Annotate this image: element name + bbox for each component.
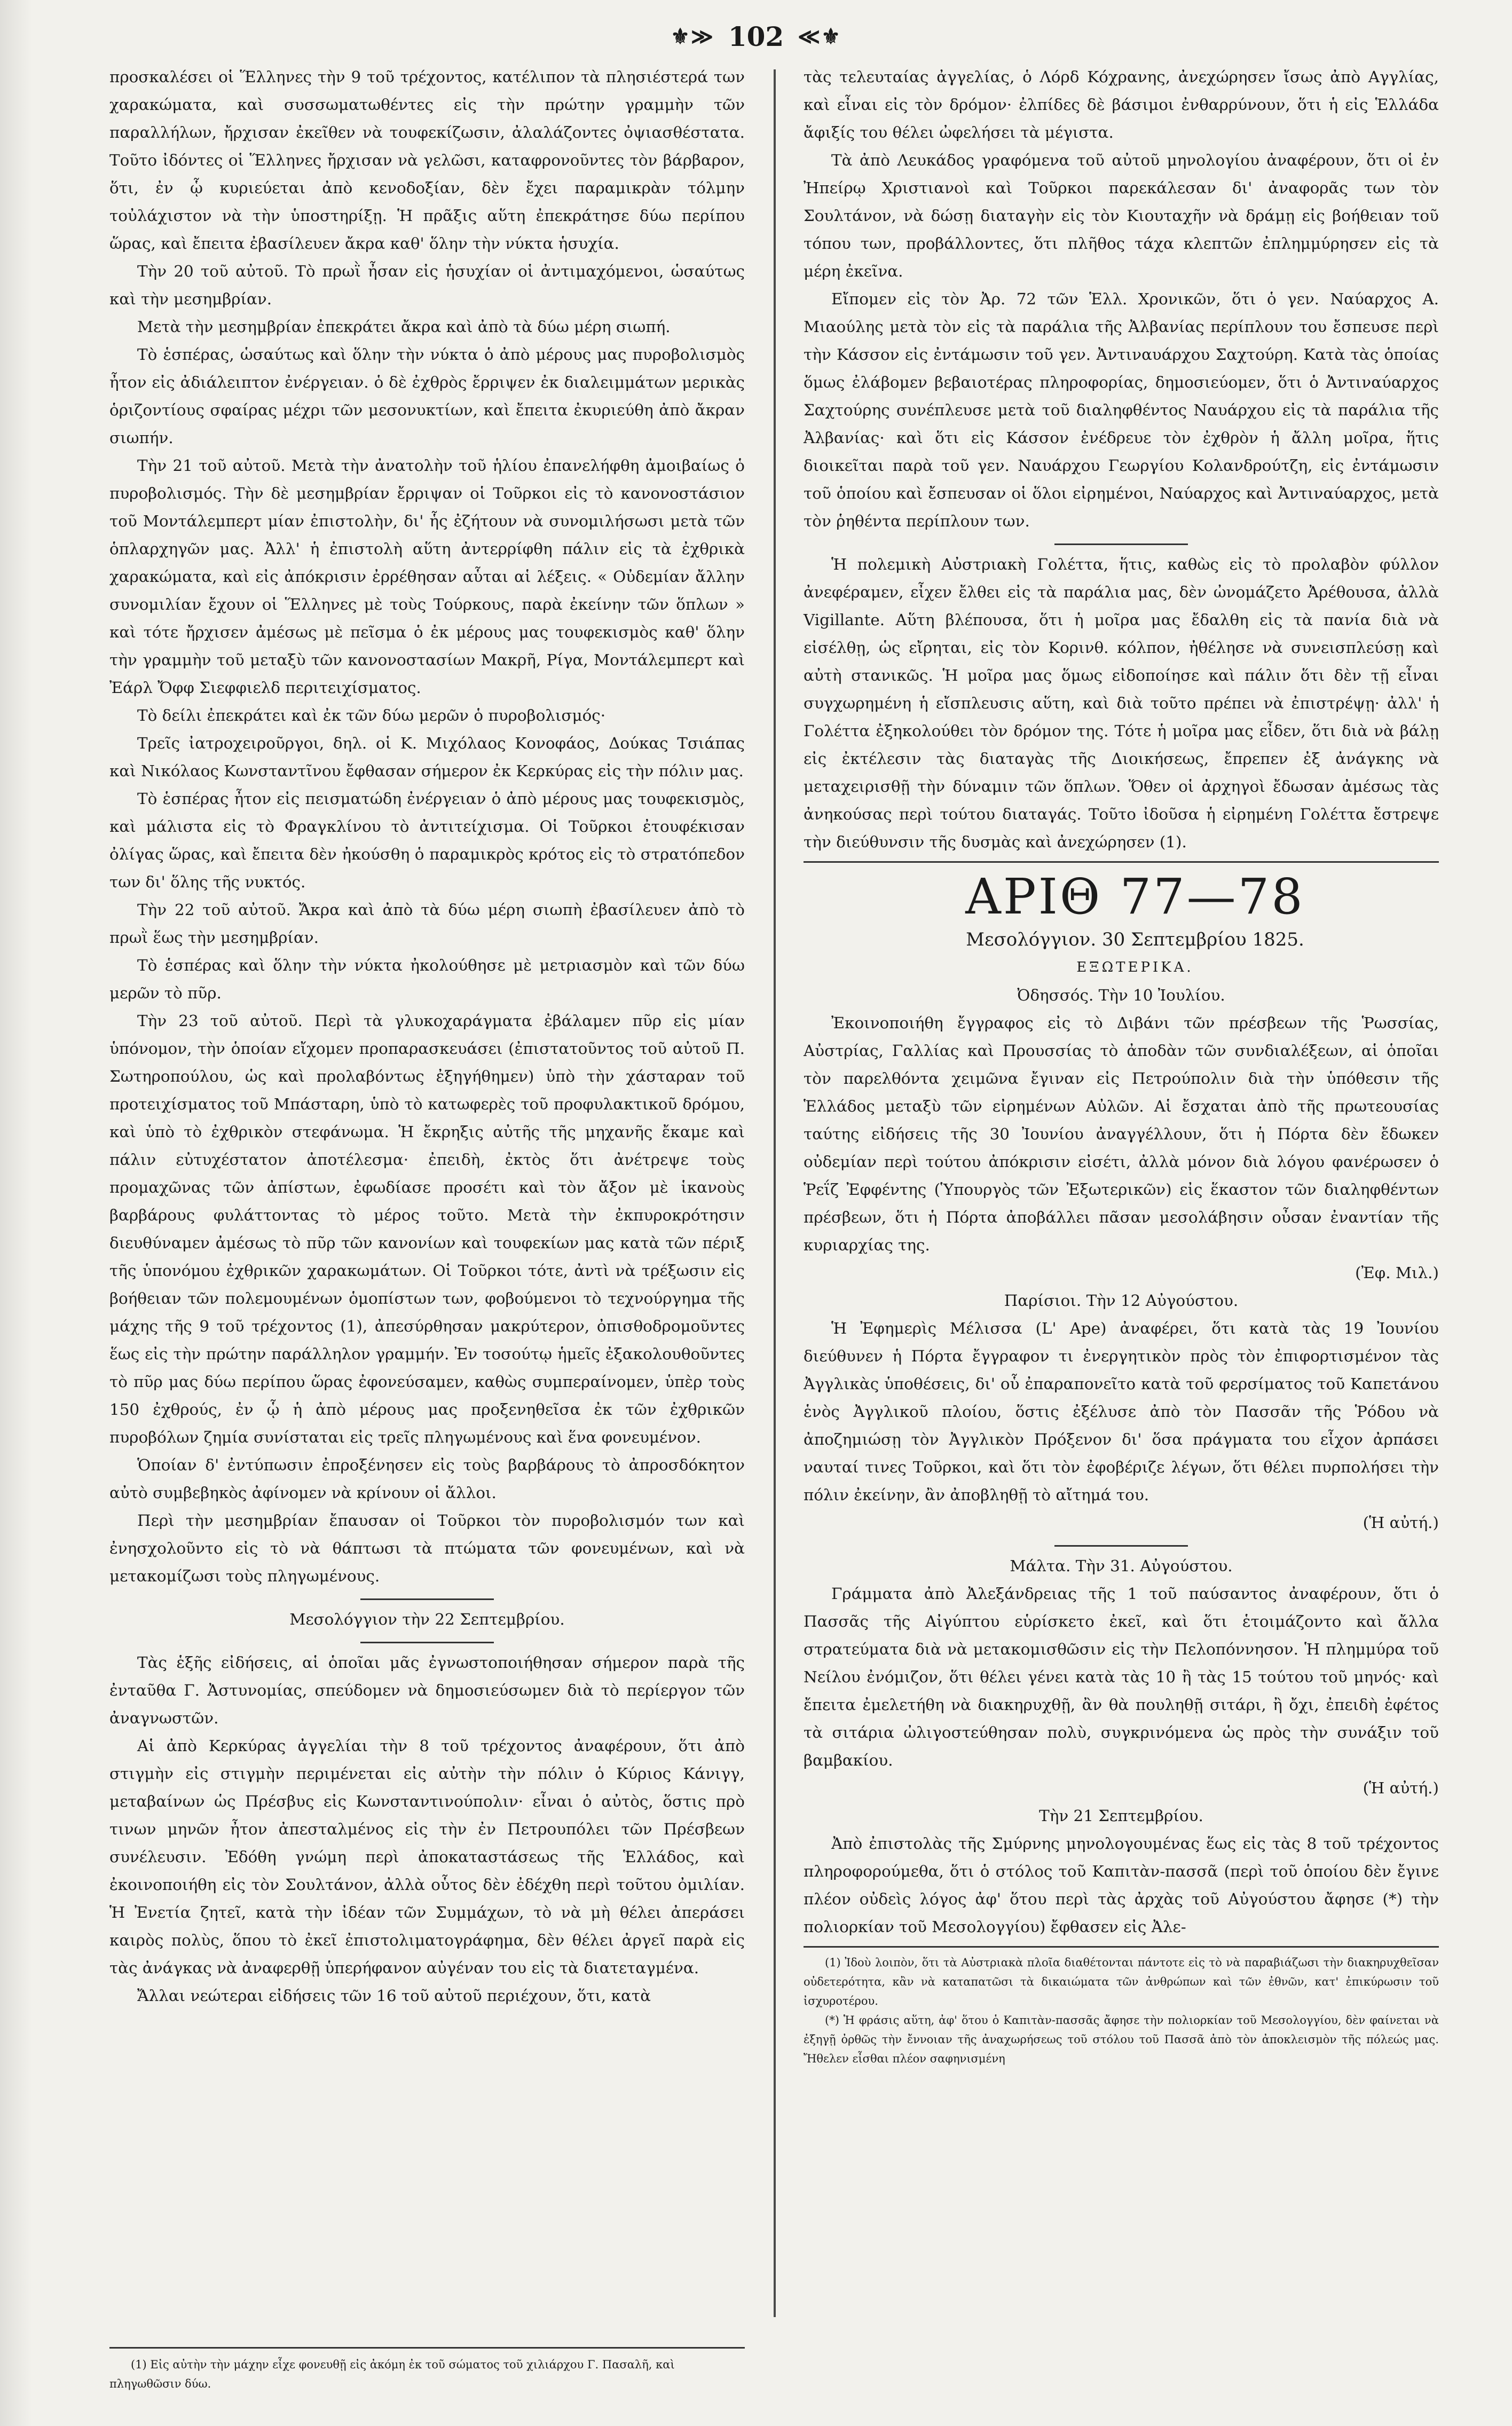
paragraph: Εἴπομεν εἰς τὸν Ἀρ. 72 τῶν Ἑλλ. Χρονικῶν, ὅτι ὁ γεν. Ναύαρχος Α. Μιαούλης μετὰ τὸν εἰς τὰ παράλια τῆς Ἀλβανίας περίπλουν του ἔσπευσε περὶ τὴν Κάσσον εἰς ἐντάμωσιν τοῦ γεν. Ἀντιναυάρχου Σαχτούρη. Κατὰ τὰς ὁποίας ὅμως ἐλάβομεν βεβαιοτέρας πληροφορίας, δημοσιεύομεν, ὅτι ὁ Ἀντιναύαρχος Σαχτούρης συνέπλευσε μετὰ τοῦ διαληφθέντος Ναυάρχου εἰς τὰ παράλια τῆς Ἀλβανίας· καὶ ὅτι εἰς Κάσσον ἐνέδρευε τὸν ἐχθρὸν ἡ ἄλλη μοῖρα, ἥτις διοικεῖται παρὰ τοῦ γεν. Ναυάρχου Γεωργίου Κολανδρούτζη, εἰς ἐντάμωσιν τοῦ ὁποίου καὶ ἔσπευσαν οἱ ὅλοι εἰρημένοι, Ναύαρχος καὶ Ἀντιναύαρχος, μετὰ τὸν ῥηθέντα περίπλουν των. bbox=[804, 290, 1439, 530]
paragraph: προσκαλέσει οἱ Ἕλληνες τὴν 9 τοῦ τρέχοντος, κατέλιπον τὰ πλησιέστερά των χαρακώματα, καὶ συσσωματωθέντες εἰς τὴν πρώτην γραμμὴν τῶν παραλλήλων, ἤρχισαν ἐκεῖθεν νὰ τουφεκίζωσιν, ἀλαλάζοντες ὀψιασθέστατα. Τοῦτο ἰδόντες οἱ Ἕλληνες ἤρχισαν νὰ γελῶσι, καταφρονοῦντες τὸν βάρβαρον, ὅτι, ἐν ᾧ κυριεύεται ἀπὸ κενοδοξίαν, δὲν ἔχει παραμικρὰν τόλμην τοὐλάχιστον νὰ τὴν ὑποστηρίξῃ. Ἡ πρᾶξις αὕτη ἐπεκράτησε δύω περίπου ὥρας, καὶ ἔπειτα ἐβασίλευεν ἄκρα καθ' ὅλην τὴν νύκτα ἡσυχία. bbox=[109, 68, 745, 253]
paragraph: Τὸ ἑσπέρας ἦτον εἰς πεισματώδη ἐνέργειαν ὁ ἀπὸ μέρους μας τουφεκισμὸς, καὶ μάλιστα εἰς τὸ Φραγκλίνου τὸ ἀντιτείχισμα. Οἱ Τοῦρκοι ἐτουφέκισαν ὀλίγας ὥρας, καὶ ἔπειτα δὲν ἠκούσθη ὁ παραμικρὸς κρότος εἰς τὸ στρατόπεδον των δι' ὅλης τῆς νυκτός. bbox=[109, 790, 745, 891]
paragraph: Τὸ ἑσπέρας, ὡσαύτως καὶ ὅλην τὴν νύκτα ὁ ἀπὸ μέρους μας πυροβολισμὸς ἦτον εἰς ἀδιάλειπτον ἐνέργειαν. ὁ δὲ ἐχθρὸς ἔρριψεν ἐκ διαλειμμάτων μερικὰς ὁριζοντίους σφαίρας μέχρι τῶν μεσονυκτίων, καὶ ἔπειτα ἐκυριεύθη ἀπὸ ἄκραν σιωπήν. bbox=[109, 345, 745, 447]
dateline: Μεσολόγγιον τὴν 22 Σεπτεμβρίου. bbox=[289, 1610, 565, 1628]
column-divider bbox=[774, 69, 776, 2317]
source-signature: (Ἡ αὐτή.) bbox=[1363, 1514, 1439, 1532]
source-signature: (Ἡ αὐτή.) bbox=[1363, 1779, 1439, 1797]
divider-rule bbox=[1054, 1545, 1188, 1547]
ornament-left: ⚜≫ bbox=[671, 23, 714, 49]
footnote-text: (1) Ἰδοὺ λοιπὸν, ὅτι τὰ Αὐστριακὰ πλοῖα διαθέτονται πάντοτε εἰς τὸ νὰ παραβιάζωσι τὴν διακηρυχθεῖσαν οὐδετερότητα, κἂν νὰ καταπατῶσι τὰ δικαιώματα τῶν ἀνθρώπων καὶ τῶν ἐθνῶν, κατ' ἐπικύρωσιν τοῦ ἰσχυροτέρου. bbox=[804, 1956, 1439, 2007]
dateline: Παρίσιοι. Τὴν 12 Αὐγούστου. bbox=[1004, 1291, 1239, 1310]
issue-rule-top bbox=[804, 861, 1439, 863]
paragraph: Ὁποίαν δ' ἐντύπωσιν ἐπροξένησεν εἰς τοὺς βαρβάρους τὸ ἀπροσδόκητον αὐτὸ συμβεβηκὸς ἀφίνομεν νὰ κρίνουν οἱ ἄλλοι. bbox=[109, 1456, 745, 1502]
dateline: Μάλτα. Τὴν 31. Αὐγούστου. bbox=[1010, 1557, 1233, 1575]
paragraph: τὰς τελευταίας ἀγγελίας, ὁ Λόρδ Κόχρανης, ἀνεχώρησεν ἴσως ἀπὸ Αγγλίας, καὶ εἶναι εἰς τὸν δρόμον· ἐλπίδες δὲ βάσιμοι ἐνθαρρύνουν, ὅτι ἡ εἰς Ἑλλάδα ἄφιξίς του θέλει ὠφελήσει τὰ μέγιστα. bbox=[804, 68, 1439, 141]
footnote-text: (*) Ἡ φράσις αὕτη, ἀφ' ὅτου ὁ Καπιτὰν-πασσᾶς ἄφησε τὴν πολιορκίαν τοῦ Μεσολογγίου, δὲν φαίνεται νὰ ἐξηγῇ ὀρθῶς τὴν ἔννοιαν τῆς ἀναχωρήσεως τοῦ στόλου τοῦ Πασσᾶ ἀπὸ τὸν ἀποκλεισμὸν τῆς πόλεώς μας. Ἤθελεν εἶσθαι πλέον σαφηνισμένη bbox=[804, 2014, 1439, 2065]
paragraph: Ἄλλαι νεώτεραι εἰδήσεις τῶν 16 τοῦ αὐτοῦ περιέχουν, ὅτι, κατὰ bbox=[137, 1987, 651, 2005]
divider-rule bbox=[360, 1642, 494, 1643]
divider-rule bbox=[360, 1598, 494, 1600]
page-number: 102 bbox=[728, 20, 784, 52]
left-footnote bbox=[109, 2347, 745, 2393]
paragraph: Αἱ ἀπὸ Κερκύρας ἀγγελίαι τὴν 8 τοῦ τρέχοντος ἀναφέρουν, ὅτι ἀπὸ στιγμὴν εἰς στιγμὴν περιμένεται εἰς αὐτὴν τὴν πόλιν ὁ Κύριος Κάνιγγ, μεταβαίνων ὡς Πρέσβυς εἰς Κωνσταντινούπολιν· εἶναι ὁ αὐτὸς, ὅστις πρὸ τινων μηνῶν ἦτον ἀπεσταλμένος εἰς τὴν ἐν Πετρουπόλει τῶν Πρέσβεων συνέλευσιν. Ἐδόθη γνώμη περὶ ἀποκαταστάσεως τῆς Ἑλλάδος, καὶ ἐκοινοποιήθη εἰς τὸν Σουλτάνον, ἀλλὰ οὗτος δὲν ἐδέχθη περὶ τοῦτου ὀμιλίαν. Ἡ Ἐνετία ζητεῖ, κατὰ τὴν ἰδέαν τῶν Συμμάχων, τὸ νὰ μὴ θέλει ἀπεράσει καιρὸς πολὺς, ὅπου τὸ ἐκεῖ ἐπιστολιματογράφημα, δὲν θέλει ἀργεῖ παρὰ εἰς τὰς ἀνάγκας νὰ ἀναφερθῇ ὑπερήφανον αὐγέναν του εἰς τὰ διατεταγμένα. bbox=[109, 1737, 745, 1977]
paragraph: Μετὰ τὴν μεσημβρίαν ἐπεκράτει ἄκρα καὶ ἀπὸ τὰ δύω μέρη σιωπή. bbox=[137, 318, 671, 336]
footnote-text: (1) Εἰς αὐτὴν τὴν μάχην εἶχε φονευθῇ εἰς ἀκόμη ἐκ τοῦ σώματος τοῦ χιλιάρχου Γ. Πασαλῆ, καὶ πληγωθῶσιν δύω. bbox=[109, 2358, 675, 2390]
divider-rule bbox=[1054, 544, 1188, 545]
paragraph: Ἐκοινοποιήθη ἔγγραφος εἰς τὸ Διβάνι τῶν πρέσβεων τῆς Ῥωσσίας, Αὐστρίας, Γαλλίας καὶ Προυσσίας τὸ ἀποδὰν τῶν συνδιαλέξεων, αἱ ὁποῖαι τὸν παρελθόντα χειμῶνα ἔγιναν εἰς Πετρούπολιν διὰ τὴν ὑπόθεσιν τῆς Ἑλλάδος μεταξὺ τῶν εἰρημένων Αὐλῶν. Αἱ ἔσχαται ἀπὸ τῆς πρωτεουσίας ταύτης εἰδήσεις τῆς 30 Ἰουνίου ἀναγγέλλουν, ὅτι ἡ Πόρτα δὲν ἔδωκεν οὐδεμίαν περὶ τούτου ἀπόκρισιν εἰσέτι, ἀλλὰ μόνον διὰ λόγου φανέρωσεν ὁ Ῥεΐζ Ἐφφέντης (Ὑπουργὸς τῶν Ἐξωτερικῶν) εἰς ἕκαστον τῶν διαληφθέντων πρέσβεων, ὅτι ἡ Πόρτα ἀποβάλλει πᾶσαν μεσολάβησιν οὖσαν ἐναντίαν τῆς κυριαρχίας της. bbox=[804, 1014, 1439, 1254]
page-edge-shadow bbox=[0, 0, 32, 2426]
paragraph: Τὴν 20 τοῦ αὐτοῦ. Τὸ πρωῒ ἦσαν εἰς ἡσυχίαν οἱ ἀντιμαχόμενοι, ὡσαύτως καὶ τὴν μεσημβρίαν. bbox=[109, 262, 745, 308]
section-heading: ΕΞΩΤΕΡΙΚΑ. bbox=[1076, 959, 1194, 975]
page-header bbox=[0, 20, 1512, 52]
paragraph: Τὴν 22 τοῦ αὐτοῦ. Ἄκρα καὶ ἀπὸ τὰ δύω μέρη σιωπὴ ἐβασίλευεν ἀπὸ τὸ πρωῒ ἕως τὴν μεσημβρίαν. bbox=[109, 901, 745, 947]
source-signature: (Ἐφ. Μιλ.) bbox=[1355, 1264, 1439, 1282]
issue-number: ΑΡΙΘ 77—78 bbox=[965, 868, 1305, 925]
paragraph: Περὶ τὴν μεσημβρίαν ἔπαυσαν οἱ Τοῦρκοι τὸν πυροβολισμόν των καὶ ἐνησχολοῦντο εἰς τὸ νὰ θάπτωσι τὰ πτώματα τῶν φονευμένων, καὶ νὰ μετακομίζωσι τοὺς πληγωμένους. bbox=[109, 1511, 745, 1585]
paragraph: Ἡ Ἐφημερὶς Μέλισσα (L' Ape) ἀναφέρει, ὅτι κατὰ τὰς 19 Ἰουνίου διεύθυνεν ἡ Πόρτα ἔγγραφον τι ἐνεργητικὸν πρὸς τὸν ἐπιφορτισμένον τὰς Ἀγγλικὰς ὑποθέσεις, δι' οὗ ἐπαραπονεῖτο κατὰ τοῦ φερσίματος τοῦ Καπετάνου ἑνὸς Ἀγγλικοῦ πλοίου, ὅστις ἐξέλυσε ἀπὸ τὸν Πασσᾶν τῆς Ῥόδου νὰ ἀποζημιώσῃ τὸν Ἀγγλικὸν Πρόξενον δι' ὅσα πράγματα του εἶχον ἀρπάσει ναυταί τινες Τοῦρκοι, καὶ ὅτι τὸν ἐφοβέριζε λέγων, ὅτι θέλει πυρπολήσει τὴν πόλιν ἐκείνην, ἂν ἀποβληθῇ τὸ αἴτημά του. bbox=[804, 1319, 1439, 1504]
right-footnotes bbox=[804, 1953, 1439, 2068]
paragraph: Τρεῖς ἰατροχειροῦργοι, δηλ. οἱ Κ. Μιχόλαος Κονοφάος, Δούκας Τσιάπας καὶ Νικόλαος Κωνσταντῖνου ἔφθασαν σήμερον ἐκ Κερκύρας εἰς τὴν πόλιν μας. bbox=[109, 734, 745, 780]
paragraph: Τὰ ἀπὸ Λευκάδος γραφόμενα τοῦ αὐτοῦ μηνολογίου ἀναφέρουν, ὅτι οἱ ἐν Ἠπείρῳ Χριστιανοὶ καὶ Τοῦρκοι παρεκάλεσαν δι' ἀναφορᾶς των τὸν Σουλτάνον, νὰ δώσῃ διαταγὴν εἰς τὸν Κιουταχῆν νὰ δράμῃ εἰς βοήθειαν τοῦ τόπου των, προβάλλοντες, ὅτι πλῆθος τάχα κλεπτῶν ἐπλημμύρησεν εἰς τὰ μέρη ἐκεῖνα. bbox=[804, 151, 1439, 280]
paragraph: Τὸ δείλι ἐπεκράτει καὶ ἐκ τῶν δύω μερῶν ὁ πυροβολισμός· bbox=[137, 706, 606, 724]
paragraph: Τὰς ἑξῆς εἰδήσεις, αἱ ὁποῖαι μᾶς ἐγνωστοποιήθησαν σήμερον παρὰ τῆς ἐνταῦθα Γ. Ἀστυνομίας, σπεύδομεν νὰ δημοσιεύσωμεν διὰ τὸ περίεργον τῶν ἀναγνωστῶν. bbox=[109, 1653, 745, 1727]
paragraph: Τὸ ἑσπέρας καὶ ὅλην τὴν νύκτα ἠκολούθησε μὲ μετριασμὸν καὶ τῶν δύω μερῶν τὸ πῦρ. bbox=[109, 956, 745, 1002]
footnote-rule bbox=[804, 1946, 1439, 1948]
dateline: Ὀδησσός. Τὴν 10 Ἰουλίου. bbox=[1017, 986, 1225, 1004]
issue-date: Μεσολόγγιον. 30 Σεπτεμβρίου 1825. bbox=[966, 929, 1304, 950]
paragraph: Ἡ πολεμικὴ Αὐστριακὴ Γολέττα, ἥτις, καθὼς εἰς τὸ προλαβὸν φύλλον ἀνεφέραμεν, εἶχεν ἔλθει εἰς τὰ παράλια μας, δὲν ὠνομάζετο Ἀρέθουσα, ἀλλὰ Vigillante. Αὕτη βλέπουσα, ὅτι ἡ μοῖρα μας ἔδαλθη εἰς τὰ πανία διὰ νὰ εἰσέλθῃ, ὡς εἴρηται, εἰς τὸν Κορινθ. κόλπον, ἠθέλησε νὰ συνεισπλεύσῃ καὶ αὐτὴ στανικῶς. Ἡ μοῖρα μας ὅμως εἰδοποίησε καὶ πάλιν ὅτι δὲν τῇ εἶναι συγχωρημένη ἡ εἴσπλευσις αὕτη, καὶ διὰ τοῦτο πρέπει νὰ ἐπιστρέψῃ· ἀλλ' ἡ Γολέττα ἐξηκολούθει τὸν δρόμον της. Τότε ἡ μοῖρα μας εἶδεν, ὅτι διὰ νὰ βάλῃ εἰς ἐκτέλεσιν τὰς διαταγὰς τῆς Διοικήσεως, ἔπρεπεν ἐξ ἀνάγκης νὰ μεταχειρισθῇ τὴν δύναμιν τῶν ὅπλων. Ὅθεν οἱ ἀρχηγοὶ ἔδωσαν ἀμέσως τὰς ἀνηκούσας περὶ τούτου διαταγάς. Τοῦτο ἰδοῦσα ἡ εἰρημένη Γολέττα ἔστρεψε τὴν διεύθυνσιν τῆς δυσμὰς καὶ ἀνεχώρησεν (1). bbox=[804, 555, 1439, 851]
paragraph: Τὴν 23 τοῦ αὐτοῦ. Περὶ τὰ γλυκοχαράγματα ἐβάλαμεν πῦρ εἰς μίαν ὑπόνομον, τὴν ὁποίαν εἴχομεν προπαρασκευάσει (ἐπιστατοῦντος τοῦ αὐτοῦ Π. Σωτηροπούλου, ὡς καὶ προλαβόντως ἐξηγήθημεν) ὑπὸ τὴν χάσταραν τοῦ προτειχίσματος τοῦ Μπάσταρη, ὑπὸ τὸ κατωφερὲς τοῦ προφυλακτικοῦ δρόμου, καὶ ὑπὸ τὸ ἐχθρικὸν στεφάνωμα. Ἡ ἔκρηξις αὐτῆς τῆς μηχανῆς ἔκαμε καὶ πάλιν εὐτυχέστατον ἀποτέλεσμα· ἐπειδὴ, ἐκτὸς ὅτι ἀνέτρεψε τοὺς προμαχῶνας τῶν ἀπίστων, ἐφωδίασε προσέτι καὶ τὸν ἄξον μὲ ἱκανοὺς βαρβάρους φυλάττοντας τὸ μέρος τοῦτο. Μετὰ τὴν ἐκπυροκρότησιν διευθύναμεν ἀμέσως τὸ πῦρ τῶν κανονίων καὶ τουφεκίων μας κατὰ τῶν πέριξ τῆς ὑπονόμου ἐχθρικῶν χαρακωμάτων. Οἱ Τοῦρκοι τότε, ἀντὶ νὰ τρέξωσιν εἰς βοήθειαν τῶν πολεμουμένων ὁμοπίστων των, φοβούμενοι τὸ τεχνούργημα τῆς μάχης τῆς 9 τοῦ τρέχοντος (1), ἀπεσύρθησαν μακρύτερον, ὀπισθοδρομοῦντες ἕως εἰς τὴν πρώτην παράλληλον γραμμήν. Ἐν τοσούτῳ ἡμεῖς ἐξακολουθοῦντες τὸ πῦρ μας δύω περίπου ὥρας ἐφονεύσαμεν, καθὼς συμπεραίνομεν, ὑπὲρ τοὺς 150 ἐχθρούς, ἐν ᾧ ἡ ἀπὸ μέρους μας προξενηθεῖσα ἐκ τῶν ἐχθρικῶν πυροβόλων ζημία συνίσταται εἰς τρεῖς πληγωμένους καὶ ἕνα φονευμένον. bbox=[109, 1012, 745, 1446]
dateline: Τὴν 21 Σεπτεμβρίου. bbox=[1039, 1807, 1203, 1825]
paragraph: Τὴν 21 τοῦ αὐτοῦ. Μετὰ τὴν ἀνατολὴν τοῦ ἡλίου ἐπανελήφθη ἀμοιβαίως ὁ πυροβολισμός. Τὴν δὲ μεσημβρίαν ἔρριψαν οἱ Τοῦρκοι εἰς τὸ κανονοστάσιον τοῦ Μοντάλεμπερτ μίαν ἐπιστολὴν, δι' ἧς ἐζήτουν νὰ συνομιλήσωσι μετὰ τῶν ὁπλαρχηγῶν μας. Ἀλλ' ἡ ἐπιστολὴ αὕτη ἀντερρίφθη πάλιν εἰς τὰ ἐχθρικὰ χαρακώματα, καὶ εἰς ἀπόκρισιν ἐρρέθησαν αὗται αἱ λέξεις. « Οὐδεμίαν ἄλλην συνομιλίαν ἔχουν οἱ Ἕλληνες μὲ τοὺς Τούρκους, παρὰ ἐκείνην τῶν ὅπλων » καὶ τότε ἤρχισεν ἀμέσως μὲ πεῖσμα ὁ ἐκ μέρους μας τουφεκισμὸς καθ' ὅλην τὴν γραμμὴν τοῦ μεταξὺ τῶν κανονοστασίων Μακρῆ, Ρίγα, Μοντάλεμπερτ καὶ Ἐάρλ Ὄφφ Σιεφφιελδ περιτειχίσματος. bbox=[109, 456, 745, 697]
left-column bbox=[109, 63, 745, 2351]
paragraph: Γράμματα ἀπὸ Ἀλεξάνδρειας τῆς 1 τοῦ παύσαντος ἀναφέρουν, ὅτι ὁ Πασσᾶς τῆς Αἰγύπτου εὑρίσκετο ἐκεῖ, καὶ ὅτι ἑτοιμάζοντο καὶ ἄλλα στρατεύματα διὰ νὰ μετακομισθῶσιν εἰς τὴν Πελοπόννησον. Ἡ πλημμύρα τοῦ Νείλου ἐνόμιζον, ὅτι θέλει γένει κατὰ τὰς 10 ἢ τὰς 15 τούτου τοῦ μηνός· καὶ ἔπειτα ἐμελετήθη νὰ διακηρυχθῇ, ἂν θὰ πουληθῇ σιτάρι, ἢ ὄχι, ἐπειδὴ ἐφέτος τὰ σιτάρια ὠλιγοστεύθησαν πολὺ, συγκρινόμενα ὡς πρὸς τὴν συνάξιν τοῦ βαμβακίου. bbox=[804, 1585, 1439, 1769]
ornament-right: ≪⚜ bbox=[798, 23, 841, 49]
paragraph: Ἀπὸ ἐπιστολὰς τῆς Σμύρνης μηνολογουμένας ἕως εἰς τὰς 8 τοῦ τρέχοντος πληροφορούμεθα, ὅτι ὁ στόλος τοῦ Καπιτὰν-πασσᾶ (περὶ τοῦ ὁποίου δὲν ἔγινε πλέον οὐδεὶς λόγος ἀφ' ὅτου περὶ τὰς ἀρχὰς τοῦ Αὐγούστου ἄφησε (*) τὴν πολιορκίαν τοῦ Μεσολογγίου) ἔφθασεν εἰς Ἀλε- bbox=[804, 1834, 1439, 1936]
right-column bbox=[804, 63, 1439, 2380]
